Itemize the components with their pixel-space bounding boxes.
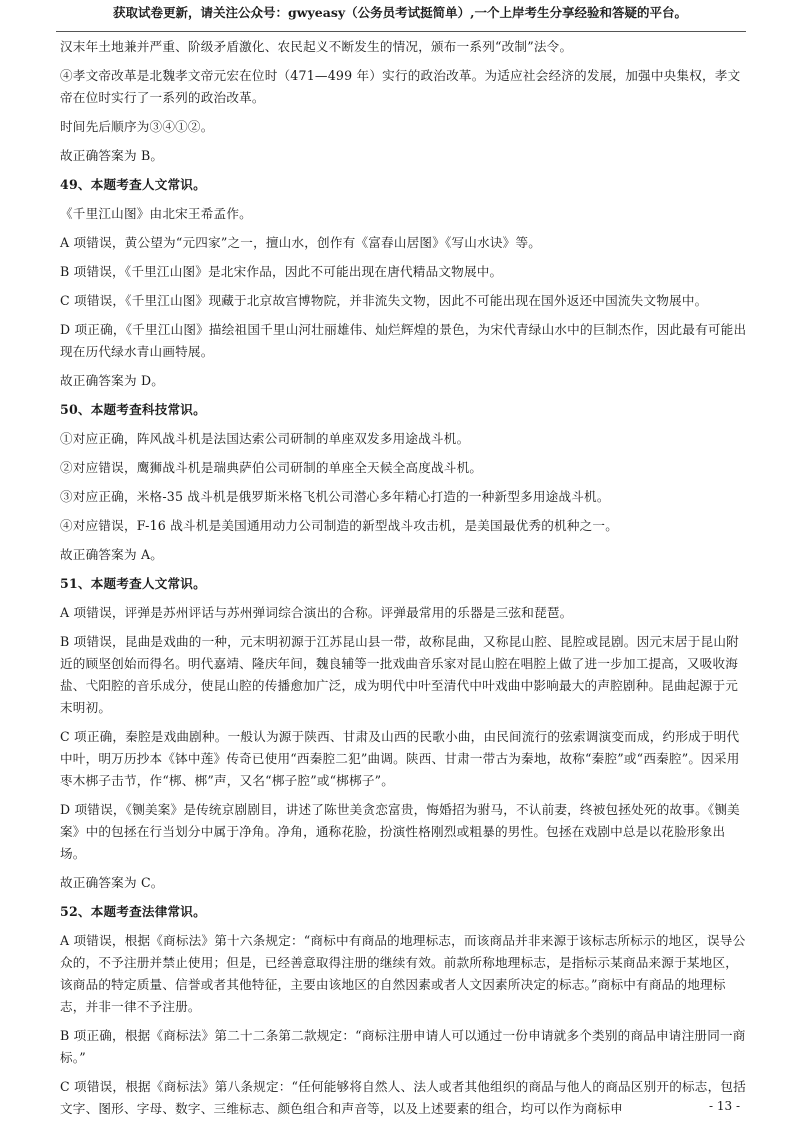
paragraph: A 项错误，黄公望为“元四家”之一，擅山水，创作有《富春山居图》《写山水诀》等。 <box>60 235 542 250</box>
paragraph: ③对应正确，米格-35 战斗机是俄罗斯米格飞机公司潜心多年精心打造的一种新型多用途战斗机。 <box>60 489 610 504</box>
page-number: - 13 - <box>708 1099 740 1113</box>
paragraph: D 项正确，《千里江山图》描绘祖国千里山河壮丽雄伟、灿烂辉煌的景色，为宋代青绿山水中的巨制杰作，因此最有可能出现在历代绿水青山画特展。 <box>60 322 747 359</box>
paragraph: 故正确答案为 D。 <box>60 373 165 388</box>
paragraph: A 项错误，根据《商标法》第十六条规定：“商标中有商品的地理标志，而该商品并非来源于该标志所标示的地区，误导公众的，不予注册并禁止使用；但是，已经善意取得注册的继续有效。前款所称地理标志，是指标示某商品来源于某地区，该商品的特定质量、信誉或者其他特征，主要由该地区的自然因素或者人文因素所决定的标志。”商标中有商品的地理标志，并非一律不予注册。 <box>60 933 746 1014</box>
question-heading: 49、本题考查人文常识。 <box>60 177 206 192</box>
paragraph: 时间先后顺序为③④①②。 <box>60 119 214 134</box>
paragraph: B 项错误，昆曲是戏曲的一种，元末明初源于江苏昆山县一带，故称昆曲，又称昆山腔、昆腔或昆剧。因元末居于昆山附近的顾坚创始而得名。明代嘉靖、隆庆年间，魏良辅等一批戏曲音乐家对昆山腔在唱腔上做了进一步加工提高，又吸收海盐、弋阳腔的音乐成分，使昆山腔的传播愈加广泛，成为明代中叶至清代中叶戏曲中影响最大的声腔剧种。昆曲起源于元末明初。 <box>60 634 739 715</box>
paragraph: B 项错误，《千里江山图》是北宋作品，因此不可能出现在唐代精品文物展中。 <box>60 264 503 279</box>
paragraph: C 项错误，《千里江山图》现藏于北京故宫博物院，并非流失文物，因此不可能出现在国外返还中国流失文物展中。 <box>60 293 708 308</box>
paragraph: A 项错误，评弹是苏州评话与苏州弹词综合演出的合称。评弹最常用的乐器是三弦和琵琶。 <box>60 605 573 620</box>
paragraph: C 项错误，根据《商标法》第八条规定：“任何能够将自然人、法人或者其他组织的商品与他人的商品区别开的标志，包括文字、图形、字母、数字、三维标志、颜色组合和声音等，以及上述要素的组合，均可以作为商标申 <box>60 1079 746 1116</box>
paragraph: B 项正确，根据《商标法》第二十二条第二款规定：“商标注册申请人可以通过一份申请就多个类别的商品申请注册同一商标。” <box>60 1028 746 1065</box>
paragraph: D 项错误，《铡美案》是传统京剧剧目，讲述了陈世美贪恋富贵，悔婚招为驸马，不认前妻，终被包拯处死的故事。《铡美案》中的包拯在行当划分中属于净角。净角，通称花脸，扮演性格刚烈或粗暴的男性。包拯在戏剧中总是以花脸形象出场。 <box>60 802 740 861</box>
paragraph: ②对应错误，鹰狮战斗机是瑞典萨伯公司研制的单座全天候全高度战斗机。 <box>60 460 483 475</box>
paragraph: C 项正确，秦腔是戏曲剧种。一般认为源于陕西、甘肃及山西的民歌小曲，由民间流行的弦索调演变而成，约形成于明代中叶，明万历抄本《钵中莲》传奇已使用“西秦腔二犯”曲调。陕西、甘肃一带古为秦地，故称“秦腔”或“西秦腔”。因采用枣木梆子击节，作“梆、梆”声，又名“梆子腔”或“梆梆子”。 <box>60 729 740 788</box>
document-body <box>60 36 750 1127</box>
paragraph: 故正确答案为 C。 <box>60 875 164 890</box>
paragraph: 《千里江山图》由北宋王希孟作。 <box>60 206 252 221</box>
page-header: 获取试卷更新，请关注公众号：gwyeasy（公务员考试挺简单）,一个上岸考生分享经验和答疑的平台。 <box>113 5 687 20</box>
paragraph: 故正确答案为 B。 <box>60 148 164 163</box>
header-divider <box>56 31 746 32</box>
paragraph: 汉末年土地兼并严重、阶级矛盾激化、农民起义不断发生的情况，颁布一系列“改制”法令。 <box>60 39 573 54</box>
paragraph: ①对应正确，阵风战斗机是法国达索公司研制的单座双发多用途战斗机。 <box>60 431 470 446</box>
question-heading: 51、本题考查人文常识。 <box>60 576 206 591</box>
paragraph: ④对应错误，F-16 战斗机是美国通用动力公司制造的新型战斗攻击机，是美国最优秀的机种之一。 <box>60 518 618 533</box>
question-heading: 50、本题考查科技常识。 <box>60 402 206 417</box>
question-heading: 52、本题考查法律常识。 <box>60 904 206 919</box>
paragraph: 故正确答案为 A。 <box>60 547 164 562</box>
paragraph: ④孝文帝改革是北魏孝文帝元宏在位时（471—499 年）实行的政治改革。为适应社会经济的发展，加强中央集权，孝文帝在位时实行了一系列的政治改革。 <box>60 68 741 105</box>
